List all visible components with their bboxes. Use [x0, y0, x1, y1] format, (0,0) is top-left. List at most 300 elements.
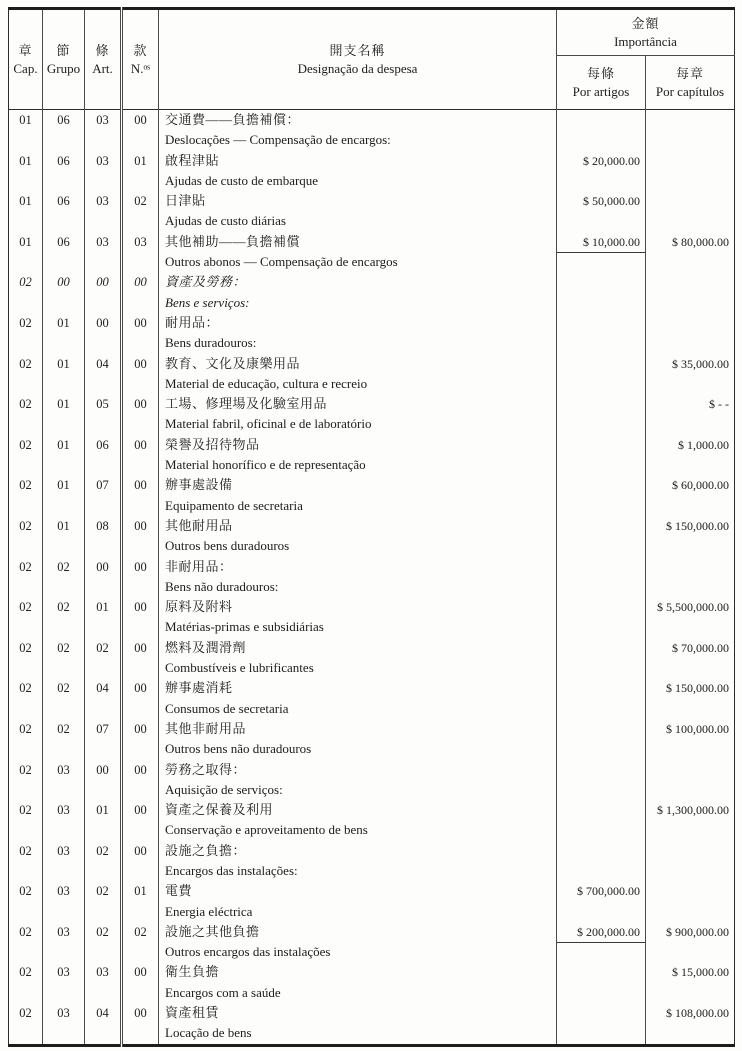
n-code: 02: [122, 922, 159, 963]
art-code: 03: [85, 151, 122, 192]
grupo-code: 01: [43, 516, 85, 557]
art-code: 03: [85, 232, 122, 273]
table-row: [9, 638, 735, 679]
designacao-zh: 啟程津貼: [165, 152, 220, 168]
art-code: 00: [85, 557, 122, 598]
art-code: 00: [85, 760, 122, 801]
designacao-pt: Conservação e aproveitamento de bens: [165, 822, 368, 838]
n-code: 00: [122, 1003, 159, 1045]
designacao-zh: 資產及勞務：: [165, 274, 247, 290]
designacao-cell: [159, 191, 557, 232]
art-code: 02: [85, 881, 122, 922]
n-code: 00: [122, 841, 159, 882]
designacao-zh: 勞務之取得：: [165, 761, 247, 777]
n-code: 01: [122, 151, 159, 192]
table-row: [9, 313, 735, 354]
por-artigos-amount: [557, 394, 645, 414]
grupo-code: 02: [43, 557, 85, 598]
designacao-pt: Outros encargos das instalações: [165, 944, 331, 960]
header-n-zh: 款: [133, 42, 148, 58]
por-artigos-cell: [557, 313, 646, 354]
designacao-cell: [159, 232, 557, 273]
por-capitulos-amount: $ 150,000.00: [666, 681, 729, 696]
designacao-cell: [159, 354, 557, 395]
por-capitulos-amount: $ 1,000.00: [678, 437, 729, 452]
cap-code: 02: [9, 881, 43, 922]
designacao-cell: [159, 922, 557, 963]
grupo-code: 01: [43, 313, 85, 354]
designacao-zh: 資產之保養及利用: [165, 802, 274, 818]
por-capitulos-cell: [646, 800, 735, 841]
por-artigos-cell: [557, 719, 646, 760]
cap-code: 02: [9, 435, 43, 476]
por-artigos-cell: [557, 1003, 646, 1045]
por-capitulos-cell: [646, 354, 735, 395]
art-code: 06: [85, 435, 122, 476]
art-code: 01: [85, 800, 122, 841]
por-artigos-cell: [557, 922, 646, 963]
designacao-zh: 教育、文化及康樂用品: [165, 355, 301, 371]
art-code: 03: [85, 191, 122, 232]
grupo-code: 01: [43, 354, 85, 395]
designacao-zh: 資產租賃: [165, 1005, 220, 1021]
designacao-pt: Outros bens não duradouros: [165, 741, 312, 757]
header-n: [122, 9, 159, 110]
por-artigos-amount: [557, 475, 645, 495]
header-grupo-zh: 節: [56, 42, 71, 58]
por-capitulos-cell: [646, 191, 735, 232]
por-capitulos-amount: $ 80,000.00: [672, 234, 729, 249]
n-code: 02: [122, 191, 159, 232]
table-row: [9, 841, 735, 882]
designacao-zh: 非耐用品：: [165, 558, 233, 574]
por-capitulos-cell: [646, 110, 735, 151]
designacao-pt: Consumos de secretaria: [165, 700, 289, 716]
n-code: 00: [122, 678, 159, 719]
header-por-capitulos: [646, 56, 735, 110]
header-cap: [9, 9, 43, 110]
por-artigos-amount: [557, 272, 645, 292]
cap-code: 02: [9, 922, 43, 963]
designacao-pt: Ajudas de custo de embarque: [165, 172, 319, 188]
por-capitulos-cell: [646, 841, 735, 882]
art-code: 02: [85, 638, 122, 679]
designacao-zh: 其他耐用品: [165, 517, 233, 533]
por-artigos-cell: [557, 962, 646, 1003]
table-header: [9, 9, 735, 110]
designacao-zh: 電費: [165, 883, 193, 899]
n-code: 00: [122, 597, 159, 638]
n-code: 00: [122, 394, 159, 435]
por-artigos-amount: [557, 719, 645, 739]
header-amount-pt: Importância: [614, 33, 677, 49]
por-capitulos-cell: [646, 232, 735, 273]
por-capitulos-amount: $ 15,000.00: [672, 965, 729, 980]
cap-code: 02: [9, 841, 43, 882]
cap-code: 01: [9, 151, 43, 192]
designacao-pt: Deslocações — Compensação de encargos:: [165, 132, 391, 148]
grupo-code: 06: [43, 191, 85, 232]
por-artigos-amount: [557, 1003, 645, 1023]
por-artigos-cell: [557, 597, 646, 638]
table-row: [9, 719, 735, 760]
header-art: [85, 9, 122, 110]
header-amount-group: [557, 9, 735, 56]
por-artigos-cell: [557, 475, 646, 516]
designacao-pt: Locação de bens: [165, 1025, 252, 1041]
por-artigos-cell: [557, 151, 646, 192]
designacao-pt: Bens não duradouros:: [165, 578, 279, 594]
por-artigos-amount: $ 10,000.00: [557, 232, 645, 253]
por-capitulos-amount: $ 108,000.00: [666, 1006, 729, 1021]
header-designacao: [159, 9, 557, 110]
designacao-pt: Matérias-primas e subsidiárias: [165, 619, 324, 635]
table-row: [9, 760, 735, 801]
por-capitulos-cell: [646, 151, 735, 192]
table-row: [9, 1003, 735, 1045]
designacao-zh: 原料及附料: [165, 599, 233, 615]
designacao-cell: [159, 475, 557, 516]
table-row: [9, 922, 735, 963]
por-capitulos-amount: [646, 313, 734, 333]
grupo-code: 01: [43, 435, 85, 476]
budget-table: [8, 7, 735, 1047]
header-art-zh: 條: [95, 42, 110, 58]
por-capitulos-cell: [646, 760, 735, 801]
designacao-cell: [159, 962, 557, 1003]
por-capitulos-amount: $ 150,000.00: [666, 518, 729, 533]
designacao-cell: [159, 678, 557, 719]
designacao-cell: [159, 151, 557, 192]
designacao-pt: Outros bens duradouros: [165, 538, 290, 554]
grupo-code: 03: [43, 760, 85, 801]
por-capitulos-cell: [646, 638, 735, 679]
grupo-code: 03: [43, 881, 85, 922]
cap-code: 02: [9, 1003, 43, 1045]
por-artigos-cell: [557, 881, 646, 922]
grupo-code: 06: [43, 151, 85, 192]
header-por-capitulos-pt: Por capítulos: [655, 83, 725, 99]
por-artigos-cell: [557, 841, 646, 882]
n-code: 00: [122, 638, 159, 679]
por-artigos-amount: [557, 678, 645, 698]
grupo-code: 02: [43, 719, 85, 760]
designacao-pt: Ajudas de custo diárias: [165, 213, 286, 229]
por-capitulos-cell: [646, 557, 735, 598]
table-row: [9, 272, 735, 313]
por-capitulos-amount: $ 70,000.00: [672, 640, 729, 655]
por-capitulos-amount: $ 100,000.00: [666, 721, 729, 736]
art-code: 03: [85, 962, 122, 1003]
header-cap-zh: 章: [18, 42, 33, 58]
cap-code: 02: [9, 475, 43, 516]
cap-code: 02: [9, 272, 43, 313]
designacao-pt: Material honorífico e de representação: [165, 457, 366, 473]
art-code: 07: [85, 719, 122, 760]
table-row: [9, 151, 735, 192]
cap-code: 02: [9, 800, 43, 841]
header-n-pt: N.ᵒˢ: [130, 60, 151, 76]
designacao-cell: [159, 881, 557, 922]
por-artigos-cell: [557, 272, 646, 313]
designacao-zh: 辦事處設備: [165, 477, 233, 493]
cap-code: 02: [9, 313, 43, 354]
cap-code: 02: [9, 516, 43, 557]
cap-code: 02: [9, 557, 43, 598]
por-capitulos-cell: [646, 1003, 735, 1045]
por-artigos-amount: $ 50,000.00: [583, 194, 640, 209]
n-code: 00: [122, 516, 159, 557]
por-capitulos-cell: [646, 272, 735, 313]
header-designacao-zh: 開支名稱: [329, 42, 386, 58]
n-code: 00: [122, 475, 159, 516]
por-capitulos-amount: $ 900,000.00: [666, 924, 729, 939]
por-capitulos-cell: [646, 435, 735, 476]
grupo-code: 01: [43, 394, 85, 435]
por-artigos-amount: [557, 516, 645, 536]
por-capitulos-amount: $ 1,300,000.00: [657, 803, 729, 818]
por-capitulos-amount: $ 5,500,000.00: [657, 600, 729, 615]
por-capitulos-amount: [646, 191, 734, 211]
table-row: [9, 232, 735, 273]
designacao-pt: Bens e serviços:: [165, 294, 250, 310]
header-grupo: [43, 9, 85, 110]
designacao-zh: 榮譽及招待物品: [165, 436, 260, 452]
por-capitulos-cell: [646, 922, 735, 963]
designacao-cell: [159, 800, 557, 841]
por-artigos-amount: [557, 435, 645, 455]
designacao-cell: [159, 597, 557, 638]
grupo-code: 02: [43, 638, 85, 679]
header-por-artigos: [557, 56, 646, 110]
n-code: 00: [122, 800, 159, 841]
por-artigos-amount: [557, 638, 645, 658]
cap-code: 02: [9, 394, 43, 435]
cap-code: 01: [9, 191, 43, 232]
por-artigos-cell: [557, 394, 646, 435]
designacao-cell: [159, 841, 557, 882]
por-artigos-cell: [557, 557, 646, 598]
por-capitulos-amount: [646, 151, 734, 171]
por-artigos-amount: [557, 760, 645, 780]
n-code: 00: [122, 354, 159, 395]
por-artigos-cell: [557, 191, 646, 232]
header-por-capitulos-zh: 每章: [675, 65, 704, 81]
designacao-cell: [159, 1003, 557, 1045]
por-artigos-amount: [557, 354, 645, 374]
designacao-cell: [159, 760, 557, 801]
art-code: 04: [85, 354, 122, 395]
cap-code: 02: [9, 678, 43, 719]
por-artigos-amount: [557, 841, 645, 861]
table-row: [9, 962, 735, 1003]
table-row: [9, 678, 735, 719]
header-por-artigos-pt: Por artigos: [572, 83, 630, 99]
por-capitulos-amount: [646, 881, 734, 901]
art-code: 01: [85, 597, 122, 638]
grupo-code: 03: [43, 800, 85, 841]
designacao-zh: 燃料及潤滑劑: [165, 639, 247, 655]
header-por-artigos-zh: 每條: [586, 65, 615, 81]
cap-code: 01: [9, 232, 43, 273]
designacao-pt: Energia eléctrica: [165, 903, 253, 919]
por-capitulos-amount: [646, 760, 734, 780]
n-code: 03: [122, 232, 159, 273]
por-capitulos-cell: [646, 597, 735, 638]
table-row: [9, 191, 735, 232]
designacao-pt: Bens duradouros:: [165, 335, 257, 351]
cap-code: 02: [9, 597, 43, 638]
art-code: 04: [85, 678, 122, 719]
designacao-zh: 其他補助——負擔補償: [165, 233, 301, 249]
por-capitulos-cell: [646, 962, 735, 1003]
n-code: 00: [122, 435, 159, 476]
designacao-zh: 設施之負擔：: [165, 842, 247, 858]
cap-code: 02: [9, 760, 43, 801]
art-code: 00: [85, 313, 122, 354]
designacao-cell: [159, 557, 557, 598]
designacao-pt: Equipamento de secretaria: [165, 497, 303, 513]
art-code: 07: [85, 475, 122, 516]
por-capitulos-cell: [646, 475, 735, 516]
designacao-pt: Combustíveis e lubrificantes: [165, 660, 314, 676]
art-code: 02: [85, 841, 122, 882]
designacao-zh: 衛生負擔: [165, 964, 220, 980]
por-artigos-cell: [557, 516, 646, 557]
grupo-code: 01: [43, 475, 85, 516]
grupo-code: 03: [43, 841, 85, 882]
art-code: 02: [85, 922, 122, 963]
cap-code: 02: [9, 719, 43, 760]
n-code: 01: [122, 881, 159, 922]
n-code: 00: [122, 313, 159, 354]
table-row: [9, 597, 735, 638]
grupo-code: 02: [43, 678, 85, 719]
por-capitulos-amount: [646, 841, 734, 861]
por-capitulos-cell: [646, 678, 735, 719]
n-code: 00: [122, 760, 159, 801]
designacao-pt: Encargos das instalações:: [165, 862, 298, 878]
por-artigos-amount: [557, 110, 645, 130]
por-artigos-cell: [557, 435, 646, 476]
grupo-code: 00: [43, 272, 85, 313]
n-code: 00: [122, 962, 159, 1003]
table-row: [9, 475, 735, 516]
header-grupo-pt: Grupo: [46, 60, 81, 76]
grupo-code: 03: [43, 1003, 85, 1045]
por-artigos-cell: [557, 110, 646, 151]
designacao-cell: [159, 110, 557, 151]
header-designacao-pt: Designação da despesa: [297, 60, 418, 76]
por-artigos-cell: [557, 678, 646, 719]
table-row: [9, 394, 735, 435]
por-artigos-amount: $ 20,000.00: [583, 153, 640, 168]
por-artigos-amount: [557, 313, 645, 333]
n-code: 00: [122, 719, 159, 760]
cap-code: 02: [9, 962, 43, 1003]
cap-code: 02: [9, 354, 43, 395]
designacao-cell: [159, 435, 557, 476]
n-code: 00: [122, 110, 159, 151]
designacao-pt: Aquisição de serviços:: [165, 781, 283, 797]
por-capitulos-amount: [646, 110, 734, 130]
por-artigos-amount: [557, 962, 645, 982]
header-amount-zh: 金額: [631, 15, 660, 31]
por-artigos-cell: [557, 232, 646, 273]
designacao-cell: [159, 272, 557, 313]
designacao-pt: Material fabril, oficinal e de laboratório: [165, 416, 372, 432]
cap-code: 02: [9, 638, 43, 679]
table-row: [9, 881, 735, 922]
table-row: [9, 354, 735, 395]
designacao-cell: [159, 638, 557, 679]
por-capitulos-amount: $ 60,000.00: [672, 478, 729, 493]
n-code: 00: [122, 272, 159, 313]
designacao-cell: [159, 719, 557, 760]
table-row: [9, 557, 735, 598]
por-artigos-amount: [557, 557, 645, 577]
grupo-code: 06: [43, 110, 85, 151]
por-capitulos-amount: [646, 272, 734, 292]
designacao-zh: 辦事處消耗: [165, 680, 233, 696]
cap-code: 01: [9, 110, 43, 151]
header-art-pt: Art.: [92, 60, 113, 76]
table-row: [9, 435, 735, 476]
por-artigos-cell: [557, 638, 646, 679]
art-code: 00: [85, 272, 122, 313]
designacao-pt: Material de educação, cultura e recreio: [165, 375, 368, 391]
header-cap-pt: Cap.: [13, 60, 38, 76]
por-capitulos-cell: [646, 881, 735, 922]
por-capitulos-cell: [646, 394, 735, 435]
designacao-zh: 工場、修理場及化驗室用品: [165, 396, 328, 412]
art-code: 05: [85, 394, 122, 435]
por-capitulos-amount: $ - -: [709, 397, 729, 412]
por-artigos-cell: [557, 760, 646, 801]
designacao-zh: 設施之其他負擔: [165, 923, 260, 939]
designacao-cell: [159, 516, 557, 557]
por-artigos-cell: [557, 800, 646, 841]
por-capitulos-cell: [646, 313, 735, 354]
designacao-zh: 其他非耐用品: [165, 720, 247, 736]
designacao-cell: [159, 313, 557, 354]
grupo-code: 06: [43, 232, 85, 273]
table-row: [9, 110, 735, 151]
por-capitulos-amount: [646, 557, 734, 577]
por-capitulos-cell: [646, 516, 735, 557]
grupo-code: 03: [43, 922, 85, 963]
por-artigos-amount: $ 700,000.00: [577, 884, 640, 899]
art-code: 08: [85, 516, 122, 557]
grupo-code: 02: [43, 597, 85, 638]
table-row: [9, 800, 735, 841]
designacao-zh: 交通費——負擔補償：: [165, 112, 301, 127]
por-artigos-cell: [557, 354, 646, 395]
grupo-code: 03: [43, 962, 85, 1003]
por-capitulos-cell: [646, 719, 735, 760]
table-row: [9, 516, 735, 557]
designacao-zh: 耐用品：: [165, 314, 220, 330]
por-artigos-amount: [557, 597, 645, 617]
art-code: 04: [85, 1003, 122, 1045]
n-code: 00: [122, 557, 159, 598]
por-capitulos-amount: $ 35,000.00: [672, 356, 729, 371]
designacao-pt: Outros abonos — Compensação de encargos: [165, 254, 398, 270]
designacao-zh: 日津貼: [165, 193, 206, 209]
por-artigos-amount: [557, 800, 645, 820]
table-body: [9, 110, 735, 1046]
por-artigos-amount: $ 200,000.00: [557, 922, 645, 943]
